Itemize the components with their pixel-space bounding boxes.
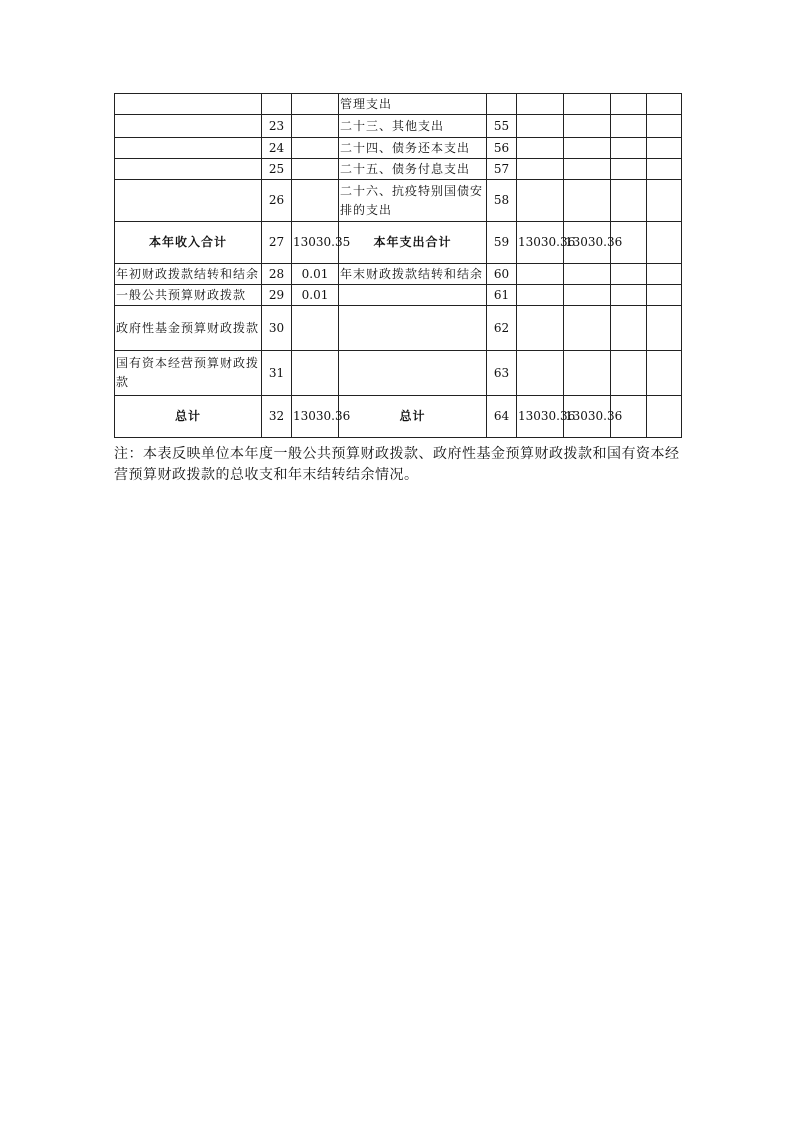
table-cell-c2: 26 bbox=[262, 180, 292, 222]
table-cell-c6 bbox=[517, 159, 564, 180]
table-cell-c5: 55 bbox=[487, 115, 517, 138]
table-cell-c8 bbox=[611, 138, 647, 159]
table-cell-c3: 0.01 bbox=[292, 285, 339, 306]
table-cell-c5: 64 bbox=[487, 396, 517, 438]
table-cell-c5 bbox=[487, 94, 517, 115]
table-cell-c9 bbox=[647, 306, 682, 351]
table-cell-c2: 23 bbox=[262, 115, 292, 138]
table-cell-c5: 59 bbox=[487, 222, 517, 264]
table-cell-c2: 28 bbox=[262, 264, 292, 285]
table-cell-c1 bbox=[115, 159, 262, 180]
table-cell-c6 bbox=[517, 264, 564, 285]
table-cell-c4: 二十五、债务付息支出 bbox=[339, 159, 487, 180]
table-cell-c3 bbox=[292, 351, 339, 396]
table-cell-c7 bbox=[564, 94, 611, 115]
table-cell-c5: 62 bbox=[487, 306, 517, 351]
table-cell-c1: 国有资本经营预算财政拨款 bbox=[115, 351, 262, 396]
table-cell-c2: 29 bbox=[262, 285, 292, 306]
table-cell-c8 bbox=[611, 351, 647, 396]
table-cell-c6 bbox=[517, 306, 564, 351]
table-cell-c4 bbox=[339, 285, 487, 306]
table-cell-c9 bbox=[647, 159, 682, 180]
table-cell-c7 bbox=[564, 180, 611, 222]
table-cell-c7 bbox=[564, 138, 611, 159]
table-cell-c3 bbox=[292, 94, 339, 115]
table-row bbox=[115, 180, 682, 222]
table-cell-c2: 24 bbox=[262, 138, 292, 159]
table-cell-c9 bbox=[647, 94, 682, 115]
table-cell-c8 bbox=[611, 94, 647, 115]
table-cell-c9 bbox=[647, 396, 682, 438]
table-cell-c6: 13030.36 bbox=[517, 222, 564, 264]
fiscal-appropriation-table bbox=[114, 93, 682, 438]
table-cell-c2 bbox=[262, 94, 292, 115]
table-cell-c7 bbox=[564, 159, 611, 180]
table-cell-c4 bbox=[339, 306, 487, 351]
table-cell-c2: 25 bbox=[262, 159, 292, 180]
table-cell-c5: 56 bbox=[487, 138, 517, 159]
table-cell-c8 bbox=[611, 285, 647, 306]
table-cell-c4: 二十四、债务还本支出 bbox=[339, 138, 487, 159]
table-cell-c6 bbox=[517, 285, 564, 306]
table-cell-c4 bbox=[339, 351, 487, 396]
table-cell-c8 bbox=[611, 159, 647, 180]
table-row bbox=[115, 138, 682, 159]
table-row bbox=[115, 306, 682, 351]
table-cell-c3: 0.01 bbox=[292, 264, 339, 285]
table-cell-c5: 58 bbox=[487, 180, 517, 222]
table-row bbox=[115, 351, 682, 396]
table-cell-c7 bbox=[564, 264, 611, 285]
table-cell-c2: 31 bbox=[262, 351, 292, 396]
table-cell-c6 bbox=[517, 351, 564, 396]
table-row bbox=[115, 222, 682, 264]
table-cell-c4: 年末财政拨款结转和结余 bbox=[339, 264, 487, 285]
table-row bbox=[115, 396, 682, 438]
table-cell-c3: 13030.35 bbox=[292, 222, 339, 264]
table-cell-c2: 27 bbox=[262, 222, 292, 264]
table-cell-c3 bbox=[292, 159, 339, 180]
table-row bbox=[115, 115, 682, 138]
table-cell-c9 bbox=[647, 138, 682, 159]
table-cell-c7: 13030.36 bbox=[564, 396, 611, 438]
table-cell-c1: 一般公共预算财政拨款 bbox=[115, 285, 262, 306]
table-cell-c8 bbox=[611, 180, 647, 222]
table-cell-c7 bbox=[564, 306, 611, 351]
table-cell-c9 bbox=[647, 180, 682, 222]
table-cell-c9 bbox=[647, 285, 682, 306]
table-row bbox=[115, 94, 682, 115]
table-row bbox=[115, 264, 682, 285]
table-cell-c3 bbox=[292, 180, 339, 222]
table-row bbox=[115, 159, 682, 180]
table-cell-c3 bbox=[292, 115, 339, 138]
table-cell-c1 bbox=[115, 94, 262, 115]
table-cell-c4: 二十三、其他支出 bbox=[339, 115, 487, 138]
table-cell-c6 bbox=[517, 115, 564, 138]
table-cell-c2: 32 bbox=[262, 396, 292, 438]
table-cell-c1: 政府性基金预算财政拨款 bbox=[115, 306, 262, 351]
table-cell-c7 bbox=[564, 285, 611, 306]
table-cell-c1: 总计 bbox=[115, 396, 262, 438]
table-row bbox=[115, 285, 682, 306]
table-cell-c7 bbox=[564, 351, 611, 396]
table-cell-c9 bbox=[647, 351, 682, 396]
table-cell-c4: 二十六、抗疫特别国债安排的支出 bbox=[339, 180, 487, 222]
table-cell-c3: 13030.36 bbox=[292, 396, 339, 438]
table-cell-c8 bbox=[611, 264, 647, 285]
table-cell-c3 bbox=[292, 138, 339, 159]
table-cell-c1 bbox=[115, 138, 262, 159]
table-cell-c7: 13030.36 bbox=[564, 222, 611, 264]
table-cell-c5: 60 bbox=[487, 264, 517, 285]
table-cell-c1: 年初财政拨款结转和结余 bbox=[115, 264, 262, 285]
table-cell-c6 bbox=[517, 180, 564, 222]
table-footnote: 注：本表反映单位本年度一般公共预算财政拨款、政府性基金预算财政拨款和国有资本经营预算财政拨款的总收支和年末结转结余情况。 bbox=[114, 446, 680, 483]
table-cell-c2: 30 bbox=[262, 306, 292, 351]
table-cell-c4: 总计 bbox=[339, 396, 487, 438]
table-cell-c8 bbox=[611, 306, 647, 351]
table-cell-c5: 57 bbox=[487, 159, 517, 180]
table-cell-c5: 63 bbox=[487, 351, 517, 396]
table-cell-c1 bbox=[115, 180, 262, 222]
table-cell-c4: 本年支出合计 bbox=[339, 222, 487, 264]
table-cell-c6 bbox=[517, 138, 564, 159]
table-cell-c1: 本年收入合计 bbox=[115, 222, 262, 264]
table-cell-c9 bbox=[647, 222, 682, 264]
table-cell-c9 bbox=[647, 115, 682, 138]
table-cell-c6 bbox=[517, 94, 564, 115]
table-cell-c3 bbox=[292, 306, 339, 351]
table-cell-c6: 13030.36 bbox=[517, 396, 564, 438]
table-cell-c5: 61 bbox=[487, 285, 517, 306]
table-cell-c1 bbox=[115, 115, 262, 138]
table-cell-c9 bbox=[647, 264, 682, 285]
table-cell-c4: 管理支出 bbox=[339, 94, 487, 115]
table-cell-c8 bbox=[611, 115, 647, 138]
table-cell-c7 bbox=[564, 115, 611, 138]
